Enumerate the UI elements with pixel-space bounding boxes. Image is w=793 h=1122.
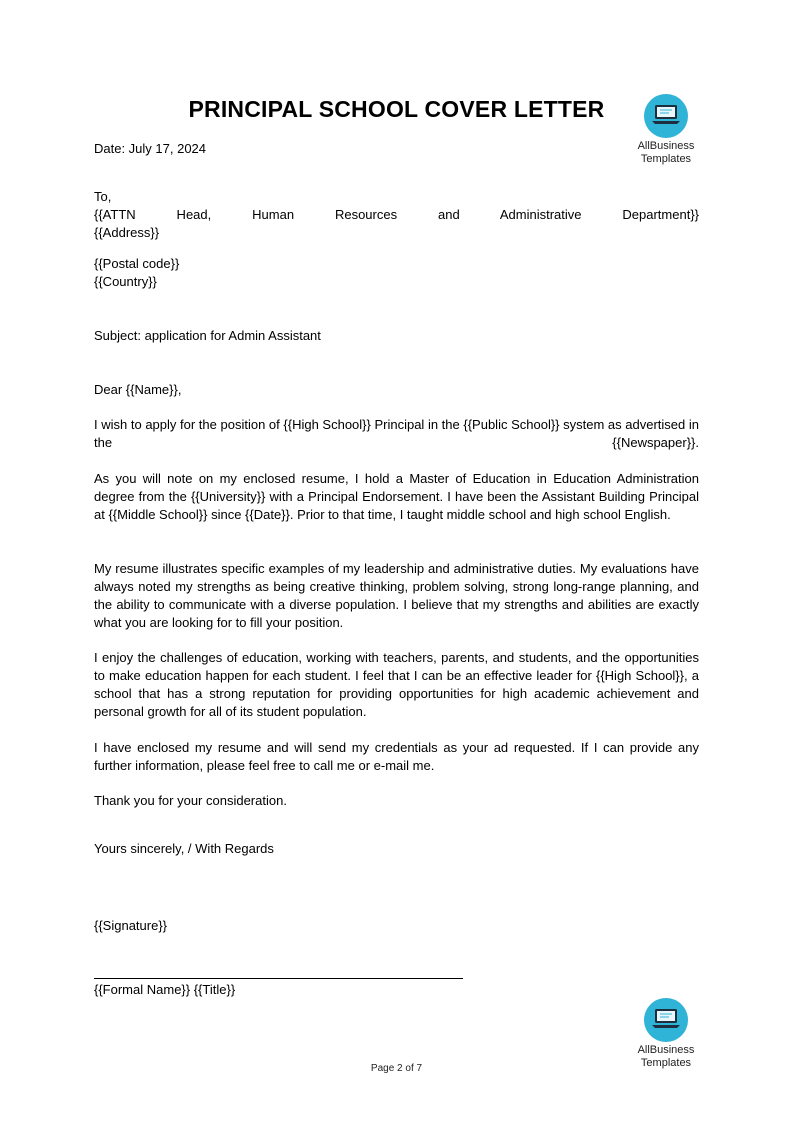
brand-logo-bottom bbox=[626, 998, 706, 1070]
document-title: PRINCIPAL SCHOOL COVER LETTER bbox=[188, 96, 605, 122]
paragraph-1-text: I wish to apply for the position of {{High School}} Principal in the {{Public School}} system as advertised in the {{Newspaper}}. bbox=[94, 417, 699, 450]
paragraph-2 bbox=[94, 470, 699, 524]
subject-line: Subject: application for Admin Assistant bbox=[94, 328, 321, 343]
brand-name: AllBusiness Templates bbox=[637, 1044, 695, 1069]
recipient-postal-block bbox=[94, 255, 699, 291]
paragraph-1 bbox=[94, 416, 699, 452]
thanks-line: Thank you for your consideration. bbox=[94, 793, 287, 808]
laptop-icon bbox=[644, 998, 688, 1042]
paragraph-4-text: I enjoy the challenges of education, working with teachers, parents, and students, and the opportunities to make education happen for each student. I feel that I can be an effective leader for {{High School}}, a school that has a strong reputation for providing opportunities for high academic achievement and personal growth for all of its student population. bbox=[94, 650, 699, 719]
recipient-country: {{Country}} bbox=[94, 274, 157, 289]
recipient-attn: {{ATTN Head, Human Resources and Administrative Department}} bbox=[94, 207, 699, 222]
signature-rule bbox=[94, 978, 463, 979]
brand-name: AllBusiness Templates bbox=[637, 140, 695, 165]
closing-line: Yours sincerely, / With Regards bbox=[94, 841, 274, 856]
paragraph-3 bbox=[94, 560, 699, 632]
letter-date: Date: July 17, 2024 bbox=[94, 141, 207, 156]
recipient-block bbox=[94, 188, 699, 242]
formal-name: {{Formal Name}} {{Title}} bbox=[94, 982, 236, 997]
paragraph-2-text: As you will note on my enclosed resume, I hold a Master of Education in Education Administration degree from the {{University}} with a Principal Endorsement. I have been the Assistant Building Principal at {{Middle School}} since {{Date}}. Prior to that time, I taught middle school and high school English. bbox=[94, 471, 699, 522]
page-number: Page 2 of 7 bbox=[370, 1063, 423, 1074]
greeting: Dear {{Name}}, bbox=[94, 382, 182, 397]
laptop-icon bbox=[644, 94, 688, 138]
recipient-to: To, bbox=[94, 189, 112, 204]
paragraph-3-text: My resume illustrates specific examples of my leadership and administrative duties. My evaluations have always noted my strengths as being creative thinking, problem solving, strong long-range planning, and the ability to communicate with a diverse population. I believe that my strengths and abilities are exactly what you are looking for to fill your position. bbox=[94, 561, 699, 630]
recipient-address: {{Address}} bbox=[94, 225, 160, 240]
recipient-postal: {{Postal code}} bbox=[94, 256, 180, 271]
paragraph-4 bbox=[94, 649, 699, 721]
paragraph-5-text: I have enclosed my resume and will send my credentials as your ad requested. If I can provide any further information, please feel free to call me or e-mail me. bbox=[94, 740, 699, 773]
paragraph-5 bbox=[94, 739, 699, 775]
signature-placeholder: {{Signature}} bbox=[94, 918, 168, 933]
